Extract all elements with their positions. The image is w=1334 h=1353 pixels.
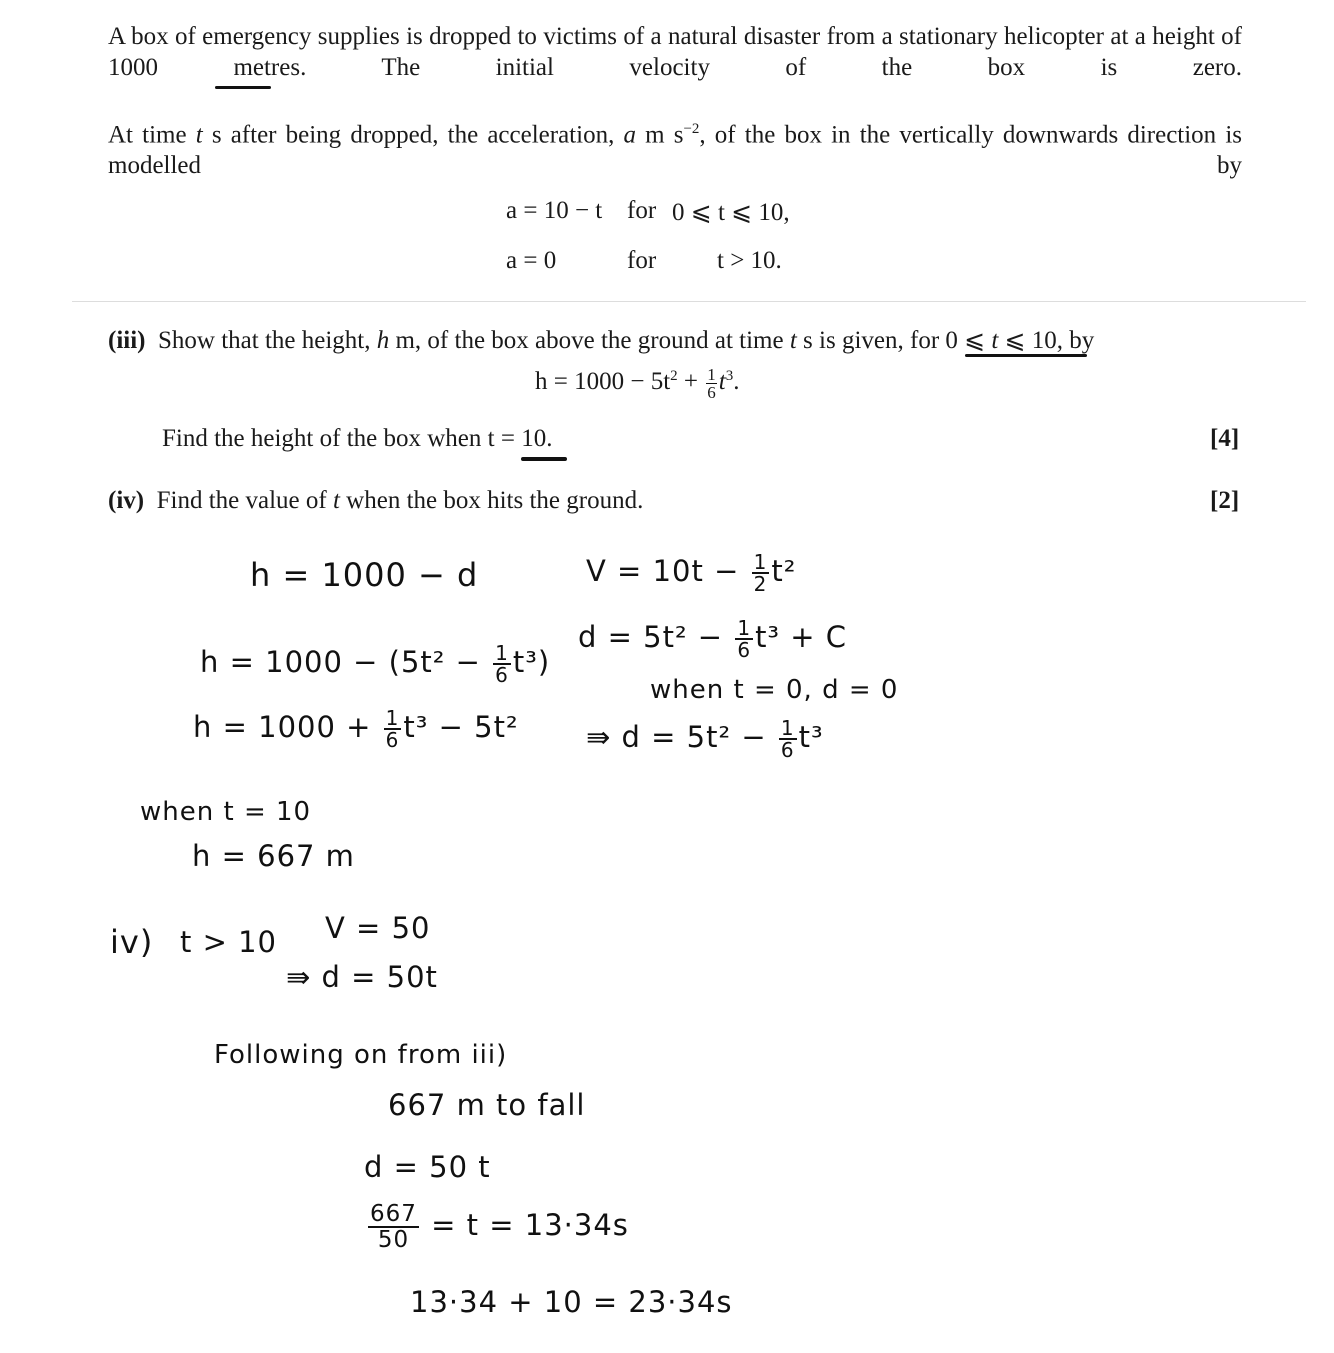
- work-h-equals-1000-minus-d: h = 1000 − d: [250, 556, 479, 594]
- question-iii-find: Find the height of the box when t = 10.: [162, 425, 553, 452]
- work-v-50: V = 50: [325, 911, 431, 945]
- work-h-rearranged: h = 1000 + $\frac{1}{6}$ t³ − 5t²: [193, 706, 519, 752]
- work-displacement-general: d = 5t² − $\frac{1}{6}$ t³ + C: [578, 616, 848, 662]
- work-t-greater-10: t > 10: [180, 925, 278, 959]
- work-division: $\frac{667}{50}$ = t = 13·34s: [370, 1201, 629, 1253]
- marks-iv: [2]: [1210, 487, 1240, 514]
- work-d-50t: ⇛ d = 50t: [286, 960, 438, 994]
- intro-paragraph-2: At time t s after being dropped, the acceleration, a m $s^{-2}$, of the box in the vertically downwards direction is modelled by: [108, 121, 1242, 180]
- work-displacement: ⇛ d = 5t² − $\frac{1}{6}$ t³: [586, 716, 824, 762]
- work-following-on: Following on from iii): [214, 1040, 508, 1070]
- underline-t10: [521, 457, 567, 461]
- work-total-time: 13·34 + 10 = 23·34s: [410, 1285, 733, 1319]
- model-row-2-condition: t > 10.: [717, 247, 782, 274]
- work-velocity: V = 10t − $\frac{1}{2}$ t²: [586, 550, 797, 596]
- question-iii: (iii) Show that the height, h m, of the box above the ground at time t s is given, for 0 ⩽ t ⩽ 10, by: [108, 327, 1095, 354]
- height-equation: $h = 1000 - 5t^2$ + $\frac{1}{6}$ $t^3$.: [535, 365, 740, 402]
- work-when-t-10: when t = 10: [140, 797, 312, 827]
- model-row-1-equation: a = 10 − t: [506, 197, 603, 224]
- work-height-667: h = 667 m: [192, 839, 355, 873]
- question-iv: (iv) Find the value of t when the box hits the ground.: [108, 487, 644, 514]
- marks-iii: [4]: [1210, 425, 1240, 452]
- model-row-1-condition: 0 ⩽ t ⩽ 10,: [672, 199, 790, 226]
- work-iv-label: iv): [110, 923, 154, 961]
- underline-1000: [215, 86, 271, 89]
- model-row-2-equation: a = 0: [506, 247, 557, 274]
- work-d-50t-again: d = 50 t: [364, 1150, 491, 1184]
- intro-paragraph-1: A box of emergency supplies is dropped to victims of a natural disaster from a stationary helicopter at a height of 1000 metres. The initial velocity of the box is zero.: [108, 23, 1242, 81]
- work-h-substitution: h = 1000 − (5t² − $\frac{1}{6}$ t³): [200, 641, 551, 687]
- model-row-1-for: for: [627, 197, 657, 224]
- work-initial-condition: when t = 0, d = 0: [650, 675, 899, 705]
- work-667-to-fall: 667 m to fall: [388, 1088, 586, 1122]
- model-row-2-for: for: [627, 247, 657, 274]
- section-divider: [72, 301, 1306, 302]
- underline-range: [965, 354, 1087, 357]
